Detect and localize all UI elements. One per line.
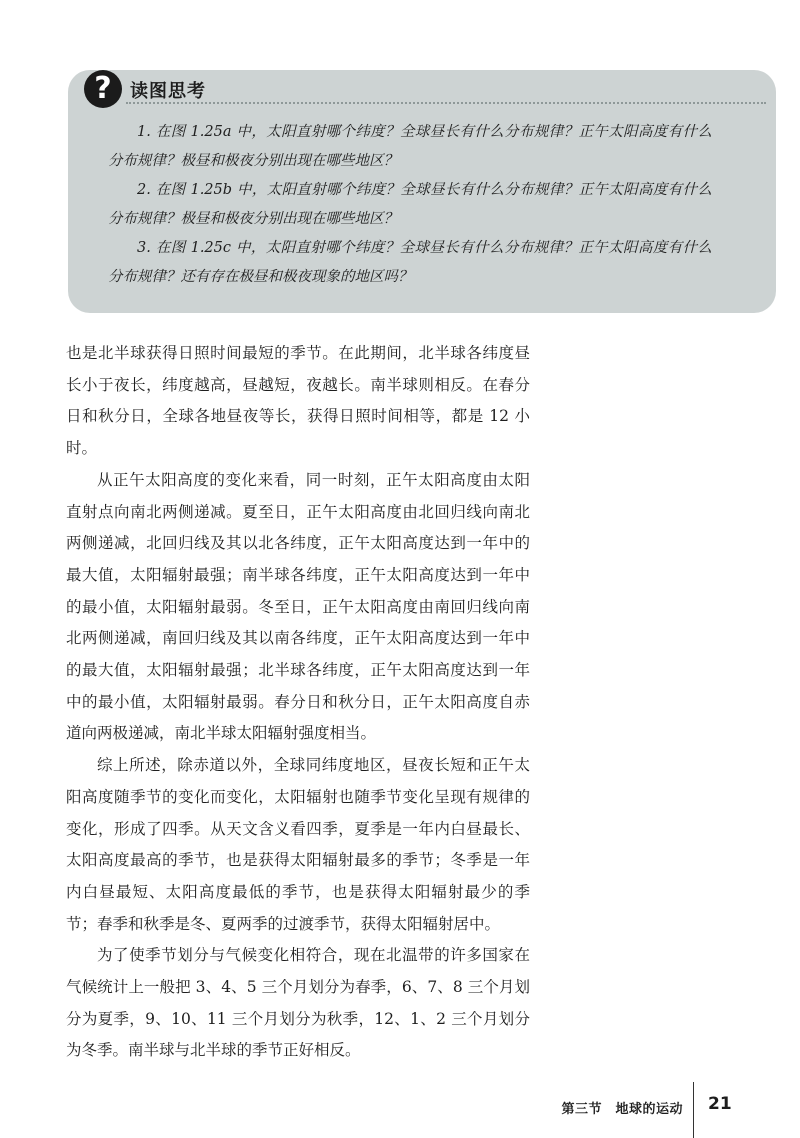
question-mark-icon: ? bbox=[84, 70, 122, 108]
paragraph-2: 从正午太阳高度的变化来看，同一时刻，正午太阳高度由太阳直射点向南北两侧递减。夏至日，正午太阳高度由北回归线向南北两侧递减，北回归线及其以北各纬度，正午太阳高度达到一年中的最大值，太阳辐射最强；南半球各纬度，正午太阳高度达到一年中的最小值，太阳辐射最弱。冬至日，正午太阳高度由南回归线向南北两侧递减，南回归线及其以南各纬度，正午太阳高度达到一年中的最大值，太阳辐射最强；北半球各纬度，正午太阳高度达到一年中的最小值，太阳辐射最弱。春分日和秋分日，正午太阳高度自赤道向两极递减，南北半球太阳辐射强度相当。 bbox=[66, 470, 530, 743]
paragraph-4: 为了使季节划分与气候变化相符合，现在北温带的许多国家在气候统计上一般把 3、4、5 三个月划分为春季，6、7、8 三个月划分为夏季，9、10、11 三个月划分为秋季，12、1、2 三个月划分为冬季。南半球与北半球的季节正好相反。 bbox=[66, 946, 530, 1060]
question-item-1: 1. 在图 1.25a 中，太阳直射哪个纬度？全球昼长有什么分布规律？正午太阳高度有什么分布规律？极昼和极夜分别出现在哪些地区？ bbox=[108, 124, 712, 169]
question-list bbox=[108, 118, 712, 292]
page-number: 21 bbox=[708, 1094, 732, 1114]
paragraph-3: 综上所述，除赤道以外，全球同纬度地区，昼夜长短和正午太阳高度随季节的变化而变化，太阳辐射也随季节变化呈现有规律的变化，形成了四季。从天文含义看四季，夏季是一年内白昼最长、太阳高度最高的季节，也是获得太阳辐射最多的季节；冬季是一年内白昼最短、太阳高度最低的季节，也是获得太阳辐射最少的季节；春季和秋季是冬、夏两季的过渡季节，获得太阳辐射居中。 bbox=[66, 756, 530, 933]
question-item-2: 2. 在图 1.25b 中，太阳直射哪个纬度？全球昼长有什么分布规律？正午太阳高度有什么分布规律？极昼和极夜分别出现在哪些地区？ bbox=[108, 182, 712, 227]
dotted-divider bbox=[126, 102, 766, 104]
think-box-title: 读图思考 bbox=[130, 81, 206, 102]
footer-divider bbox=[693, 1082, 694, 1138]
body-text bbox=[66, 338, 530, 1067]
paragraph-1: 也是北半球获得日照时间最短的季节。在此期间，北半球各纬度昼长小于夜长，纬度越高，昼越短，夜越长。南半球则相反。在春分日和秋分日，全球各地昼夜等长，获得日照时间相等，都是 12 小时。 bbox=[66, 344, 530, 458]
footer-section-title: 第三节 地球的运动 bbox=[561, 1102, 683, 1117]
question-item-3: 3. 在图 1.25c 中，太阳直射哪个纬度？全球昼长有什么分布规律？正午太阳高度有什么分布规律？还有存在极昼和极夜现象的地区吗？ bbox=[108, 240, 712, 285]
